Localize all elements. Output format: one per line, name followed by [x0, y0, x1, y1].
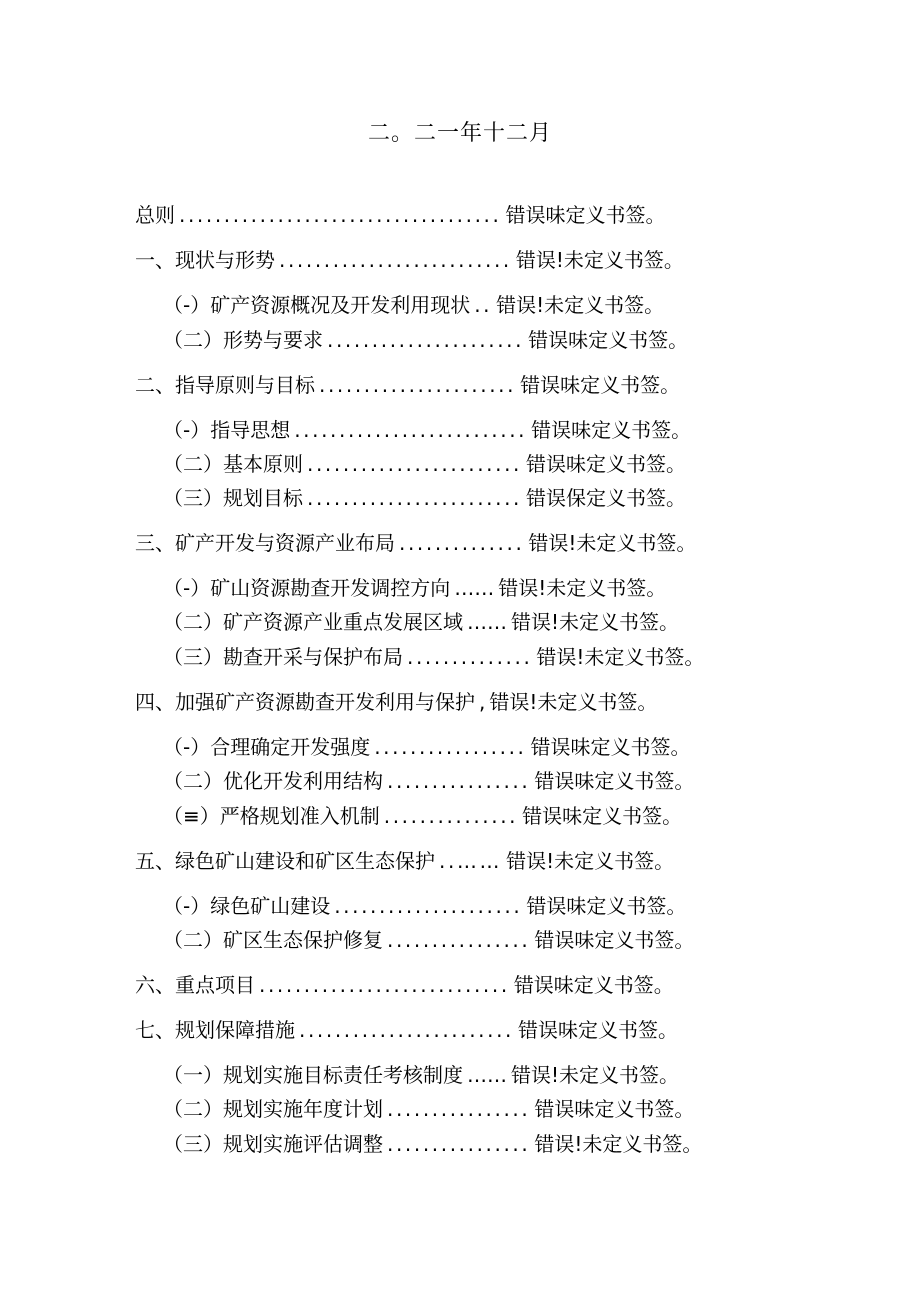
toc-entry-leader: ..	[474, 293, 493, 317]
toc-entry[interactable]	[135, 1015, 678, 1045]
toc-entry-leader: ............................	[259, 973, 510, 997]
toc-entry-leader: ....................................	[179, 203, 502, 227]
toc-entry-title: （二）矿产资源产业重点发展区域	[163, 610, 463, 634]
toc-entry-title: （-）绿色矿山建设	[163, 894, 331, 918]
toc-entry-title: （≡）严格规划准入机制	[163, 804, 380, 828]
toc-entry-title: （二）基本原则	[163, 452, 303, 476]
toc-entry-leader: ......................	[319, 373, 517, 397]
toc-entry[interactable]	[135, 200, 665, 230]
toc-entry[interactable]	[135, 370, 680, 400]
toc-entry[interactable]	[163, 573, 666, 603]
toc-entry-title: （三）规划实施评估调整	[163, 1132, 383, 1156]
toc-entry[interactable]	[163, 766, 694, 796]
toc-entry-leader: ................	[387, 1097, 531, 1121]
toc-entry-page-ref: 错误保定义书签。	[525, 486, 686, 510]
toc-entry-page-ref: 错误味定义书签。	[534, 928, 695, 952]
toc-entry-leader: ................	[387, 928, 531, 952]
toc-entry-title: （二）矿区生态保护修复	[163, 928, 383, 952]
toc-entry[interactable]	[163, 801, 682, 831]
toc-entry-leader: ..............	[407, 645, 533, 669]
toc-entry-leader: ........................	[299, 1018, 514, 1042]
toc-entry[interactable]	[135, 528, 696, 558]
toc-entry-title: （二）规划实施年度计划	[163, 1097, 383, 1121]
toc-entry-title: （二）形势与要求	[163, 328, 323, 352]
toc-entry-page-ref: 错误!未定义书签。	[496, 293, 665, 317]
toc-entry-leader: ..........................	[294, 418, 528, 442]
toc-entry[interactable]	[135, 245, 684, 275]
toc-entry[interactable]	[163, 732, 691, 762]
toc-entry[interactable]	[163, 449, 686, 479]
toc-entry-leader: ......................	[327, 328, 525, 352]
toc-entry[interactable]	[135, 687, 657, 717]
toc-entry-page-ref: 错误!未定义书签。	[515, 248, 684, 272]
toc-entry-page-ref: 错误!未定义书签。	[489, 690, 658, 714]
toc-entry-leader: ...............	[383, 804, 519, 828]
toc-entry[interactable]	[163, 483, 686, 513]
toc-entry[interactable]	[135, 970, 674, 1000]
toc-entry-title: 四、加强矿产资源勘查开发利用与保护	[135, 690, 475, 714]
toc-entry-title: （-）矿山资源勘查开发调控方向	[163, 576, 451, 600]
toc-entry-title: （-）指导思想	[163, 418, 291, 442]
toc-entry-page-ref: 错误味定义书签。	[528, 328, 689, 352]
toc-entry-page-ref: 错误!未定义书签。	[511, 1063, 680, 1087]
toc-entry-title: 六、重点项目	[135, 973, 255, 997]
toc-entry-title: 五、绿色矿山建设和矿区生态保护	[135, 849, 435, 873]
toc-entry-title: 七、规划保障措施	[135, 1018, 295, 1042]
toc-entry[interactable]	[163, 1094, 694, 1124]
toc-entry[interactable]	[163, 607, 679, 637]
toc-entry-leader: ……	[467, 1063, 507, 1087]
toc-entry-leader: .................	[374, 735, 527, 759]
toc-entry-page-ref: 错误!未定义书签。	[528, 531, 697, 555]
toc-entry-page-ref: 错误味定义书签。	[531, 418, 692, 442]
toc-entry-leader: ,	[479, 690, 486, 714]
toc-entry-page-ref: 错误!未定义书签。	[511, 610, 680, 634]
toc-entry-title: （-）矿产资源概况及开发利用现状	[163, 293, 471, 317]
toc-entry-leader: ........................	[307, 486, 522, 510]
toc-entry[interactable]	[163, 1129, 702, 1159]
toc-entry-page-ref: 错误味定义书签。	[522, 804, 683, 828]
toc-entry-leader: ..........................	[279, 248, 512, 272]
toc-entry-leader: ……	[467, 610, 507, 634]
toc-entry-page-ref: 错误!未定义书签。	[534, 1132, 703, 1156]
document-date: 二。二一年十二月	[367, 121, 552, 146]
toc-entry-title: 二、指导原则与目标	[135, 373, 315, 397]
toc-entry-title: （-）合理确定开发强度	[163, 735, 371, 759]
toc-entry-page-ref: 错误味定义书签。	[534, 769, 695, 793]
toc-entry-page-ref: 错误味定义书签。	[525, 452, 686, 476]
toc-entry-page-ref: 错误味定义书签。	[513, 973, 674, 997]
toc-entry-leader: ................	[387, 1132, 531, 1156]
toc-entry-page-ref: 错误味定义书签。	[517, 1018, 678, 1042]
toc-entry[interactable]	[163, 1060, 679, 1090]
toc-entry-page-ref: 错误!未定义书签。	[536, 645, 705, 669]
toc-entry-leader: ..……	[439, 849, 503, 873]
toc-entry[interactable]	[163, 325, 688, 355]
toc-entry[interactable]	[135, 846, 674, 876]
toc-entry[interactable]	[163, 925, 694, 955]
toc-entry-page-ref: 错误味定义书签。	[526, 894, 687, 918]
toc-entry-page-ref: 错误味定义书签。	[505, 203, 666, 227]
toc-entry-page-ref: 错误味定义书签。	[534, 1097, 695, 1121]
toc-entry-leader: ……	[454, 576, 495, 600]
toc-entry-leader: ........................	[307, 452, 522, 476]
toc-entry-page-ref: 错误!未定义书签。	[506, 849, 675, 873]
toc-entry-title: 一、现状与形势	[135, 248, 275, 272]
toc-entry[interactable]	[163, 642, 704, 672]
toc-entry-page-ref: 错误味定义书签。	[530, 735, 691, 759]
toc-entry-page-ref: 错误味定义书签。	[520, 373, 681, 397]
toc-entry-leader: ................	[387, 769, 531, 793]
toc-entry-title: 三、矿产开发与资源产业布局	[135, 531, 395, 555]
toc-entry-leader: .....................	[334, 894, 523, 918]
toc-entry-title: （三）规划目标	[163, 486, 303, 510]
toc-entry-page-ref: 错误!未定义书签。	[498, 576, 667, 600]
toc-entry[interactable]	[163, 415, 691, 445]
toc-entry-title: 总则	[135, 203, 175, 227]
toc-entry-leader: ..............	[399, 531, 525, 555]
toc-entry-title: （三）勘查开采与保护布局	[163, 645, 403, 669]
toc-entry[interactable]	[163, 891, 686, 921]
toc-entry-title: （一）规划实施目标责任考核制度	[163, 1063, 463, 1087]
toc-entry-title: （二）优化开发利用结构	[163, 769, 383, 793]
toc-entry[interactable]	[163, 290, 664, 320]
